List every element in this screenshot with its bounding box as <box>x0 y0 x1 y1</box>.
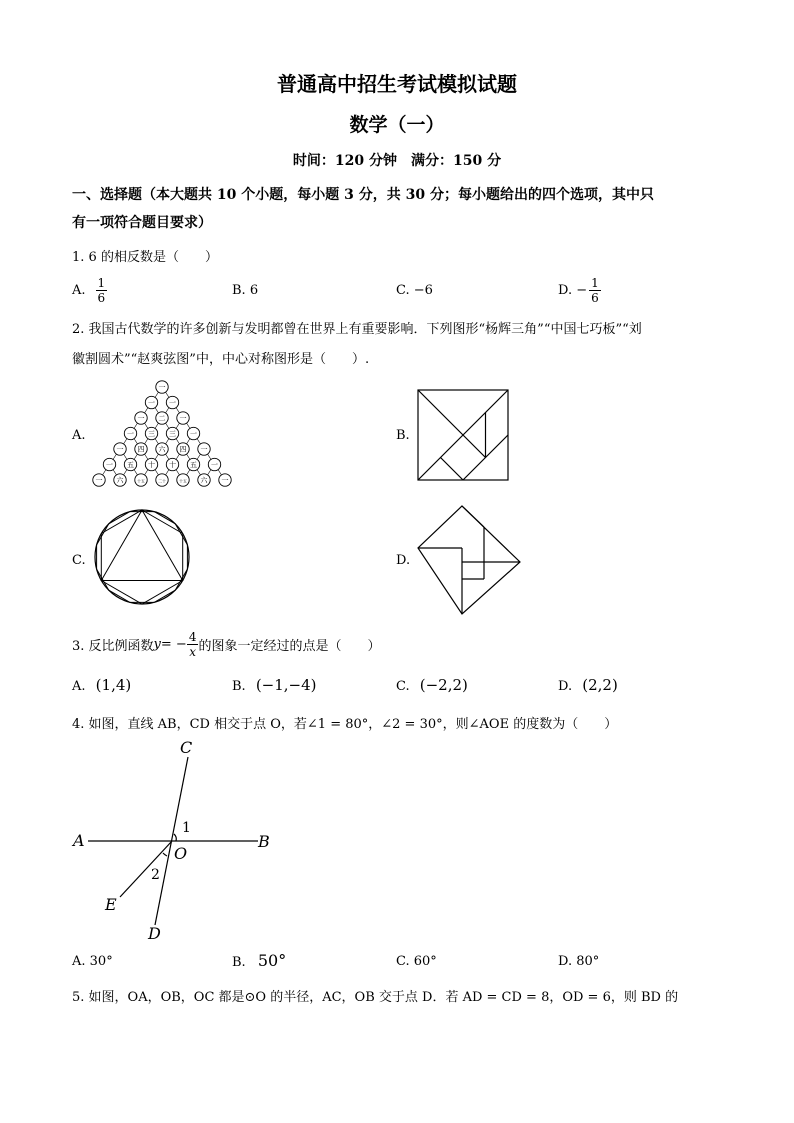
angle-2-label: 2 <box>151 867 160 883</box>
exam-subtitle: 数学（一） <box>349 114 445 136</box>
yanghui-number: 一 <box>148 399 155 407</box>
label-A: A <box>73 831 85 850</box>
inscribed-dodecagon <box>97 512 188 603</box>
yanghui-number: 五 <box>190 461 197 469</box>
yanghui-number: 十 <box>148 461 155 469</box>
angle-1-arc <box>174 834 176 841</box>
yanghui-connector <box>176 423 180 429</box>
yanghui-number: 六 <box>200 476 208 485</box>
yanghui-number: 一 <box>116 445 124 454</box>
q1-a-label: A. <box>72 282 86 298</box>
yanghui-connector <box>145 408 149 414</box>
label-D: D <box>148 924 161 943</box>
yanghui-number: 六 <box>158 445 166 454</box>
q3-c-value: (−2,2) <box>419 676 468 694</box>
yanghui-connector <box>187 439 191 445</box>
yanghui-number: 一 <box>158 383 166 392</box>
yanghui-number: 一 <box>211 461 218 469</box>
yanghui-connector <box>187 454 191 460</box>
circle-division-figure <box>92 505 192 609</box>
yanghui-connector <box>124 470 128 476</box>
tangram-line-6 <box>441 458 464 481</box>
q3-fraction <box>187 630 199 659</box>
yanghui-number: 四 <box>137 445 145 454</box>
q3-d-value: (2,2) <box>582 676 618 694</box>
question-4-stem: 4. 如图，直线 AB，CD 相交于点 O，若∠1 = 80°，∠2 = 30°，则∠AOE 的度数为（ ） <box>72 717 618 732</box>
question-5-stem: 5. 如图，OA，OB，OC 都是⊙O 的半径，AC，OB 交于点 D．若 AD = CD = 8，OD = 6，则 BD 的 <box>72 990 679 1005</box>
yanghui-connector <box>176 454 180 460</box>
question-1-stem: 1. 6 的相反数是（ ） <box>72 250 218 265</box>
question-2-line2: 徽割圆术”“赵爽弦图”中，中心对称图形是（ ）. <box>72 352 370 367</box>
q3-a-label: A. <box>72 679 86 694</box>
yanghui-connector <box>166 423 170 429</box>
q4-b-label: B. <box>232 955 246 970</box>
yanghui-connector <box>145 470 149 476</box>
yanghui-number: 六 <box>116 476 124 485</box>
q1-d-denominator: 6 <box>591 290 599 305</box>
yanghui-connector <box>124 454 128 460</box>
q1-d-label: D. − <box>558 282 588 298</box>
label-O: O <box>174 844 188 863</box>
yanghui-connector <box>187 470 191 476</box>
yanghui-connector <box>166 392 170 398</box>
yanghui-connector <box>124 439 128 445</box>
label-B: B <box>258 832 270 851</box>
zs-line-1 <box>462 506 484 527</box>
angle-1-label: 1 <box>182 820 191 836</box>
q3-option-b <box>232 676 317 694</box>
yanghui-triangle-figure <box>90 378 240 490</box>
yanghui-connector <box>155 470 159 476</box>
q2-option-a-label: A. <box>72 428 86 443</box>
q1-option-d <box>558 270 601 310</box>
question-3-stem <box>72 624 380 664</box>
outer-square <box>418 506 520 614</box>
section-heading-line2: 有一项符合题目要求） <box>72 215 212 231</box>
yanghui-connector <box>155 423 159 429</box>
yanghui-connector <box>197 439 201 445</box>
zhao-shuang-figure <box>414 500 526 618</box>
yanghui-number: 一 <box>221 476 229 485</box>
section-heading-line1: 一、选择题（本大题共 10 个小题，每小题 3 分，共 30 分；每小题给出的四个选项，其中只 <box>72 187 654 203</box>
yanghui-number: 二十 <box>158 478 166 484</box>
q4-option-b <box>232 951 286 970</box>
q1-option-c: C. −6 <box>396 283 433 298</box>
q2-option-b-label: B. <box>396 428 410 443</box>
q3-func-eq: = − <box>160 636 187 652</box>
tangram-line-3 <box>463 435 486 458</box>
q3-post: 的图象一定经过的点是（ ） <box>198 638 381 654</box>
angle-2-arc <box>163 853 167 856</box>
yanghui-number: 一 <box>200 445 208 454</box>
yanghui-connector <box>113 454 117 460</box>
yanghui-connector <box>208 454 212 460</box>
yanghui-connector <box>166 408 170 414</box>
yanghui-connector <box>176 439 180 445</box>
yanghui-number: 五 <box>127 461 134 469</box>
yanghui-number: 一 <box>106 461 113 469</box>
yanghui-connector <box>197 454 201 460</box>
yanghui-connector <box>145 439 149 445</box>
q1-a-denominator: 6 <box>97 290 106 305</box>
question-2-line1: 2. 我国古代数学的许多创新与发明都曾在世界上有重要影响．下列图形“杨辉三角”“中国七巧板”“刘 <box>72 322 642 337</box>
yanghui-connector <box>197 470 201 476</box>
q3-d-label: D. <box>558 679 573 694</box>
yanghui-connector <box>166 454 170 460</box>
yanghui-number: 一 <box>179 414 187 423</box>
q3-option-d <box>558 676 618 694</box>
yanghui-number: 三 <box>148 430 155 438</box>
yanghui-number: 一 <box>95 476 103 485</box>
yanghui-connector <box>103 470 107 476</box>
q3-option-a <box>72 676 131 694</box>
q1-a-numerator: 1 <box>97 275 106 290</box>
q1-a-fraction <box>96 276 108 305</box>
yanghui-number: 一 <box>169 399 176 407</box>
q3-a-value: (1,4) <box>95 676 132 694</box>
tangram-line-1 <box>418 390 463 435</box>
q1-d-fraction <box>589 276 601 305</box>
label-C: C <box>180 738 193 757</box>
yanghui-connector <box>166 470 170 476</box>
q2-option-d-label: D. <box>396 553 411 568</box>
yanghui-connector <box>208 470 212 476</box>
q3-denominator: x <box>189 644 197 659</box>
q3-option-c <box>396 676 468 694</box>
yanghui-connector <box>166 439 170 445</box>
yanghui-number: 四 <box>179 445 187 454</box>
q2-option-c-label: C. <box>72 553 86 568</box>
q3-b-value: (−1,−4) <box>255 676 317 694</box>
q1-option-b: B. 6 <box>232 283 259 298</box>
yanghui-number: 二 <box>158 414 166 423</box>
yanghui-number: 十五 <box>179 478 187 484</box>
label-E: E <box>105 895 117 914</box>
yanghui-number: 十五 <box>137 478 145 484</box>
inscribed-hexagon <box>101 510 182 604</box>
q4-option-a: A. 30° <box>72 954 113 969</box>
yanghui-number: 一 <box>137 414 145 423</box>
q1-d-numerator: 1 <box>591 275 599 290</box>
yanghui-connector <box>145 423 149 429</box>
tangram-figure <box>416 388 510 482</box>
yanghui-number: 一 <box>190 430 197 438</box>
exam-time-info: 时间：120 分钟 满分：150 分 <box>292 153 502 169</box>
q4-b-value: 50° <box>257 951 287 970</box>
yanghui-connector <box>176 408 180 414</box>
yanghui-number: 三 <box>169 430 176 438</box>
ray-OE <box>120 841 172 897</box>
q3-c-label: C. <box>396 679 410 694</box>
yanghui-connector <box>155 454 159 460</box>
yanghui-connector <box>155 408 159 414</box>
yanghui-connector <box>134 470 138 476</box>
yanghui-connector <box>134 423 138 429</box>
q4-option-d: D. 80° <box>558 954 600 969</box>
q3-func-y: y <box>153 636 161 652</box>
intersecting-lines-figure <box>70 735 280 945</box>
q3-numerator: 4 <box>188 629 197 644</box>
yanghui-connector <box>145 454 149 460</box>
yanghui-number: 一 <box>127 430 134 438</box>
yanghui-connector <box>176 470 180 476</box>
yanghui-connector <box>134 454 138 460</box>
q3-pre: 3. 反比例函数 <box>72 638 154 654</box>
q3-b-label: B. <box>232 679 246 694</box>
yanghui-connector <box>155 392 159 398</box>
yanghui-connector <box>155 439 159 445</box>
yanghui-connector <box>187 423 191 429</box>
yanghui-number: 十 <box>169 461 176 469</box>
q1-option-a <box>72 270 107 310</box>
yanghui-connector <box>218 470 222 476</box>
yanghui-connector <box>134 439 138 445</box>
yanghui-connector <box>113 470 117 476</box>
exam-title: 普通高中招生考试模拟试题 <box>277 72 517 96</box>
q4-option-c: C. 60° <box>396 954 437 969</box>
